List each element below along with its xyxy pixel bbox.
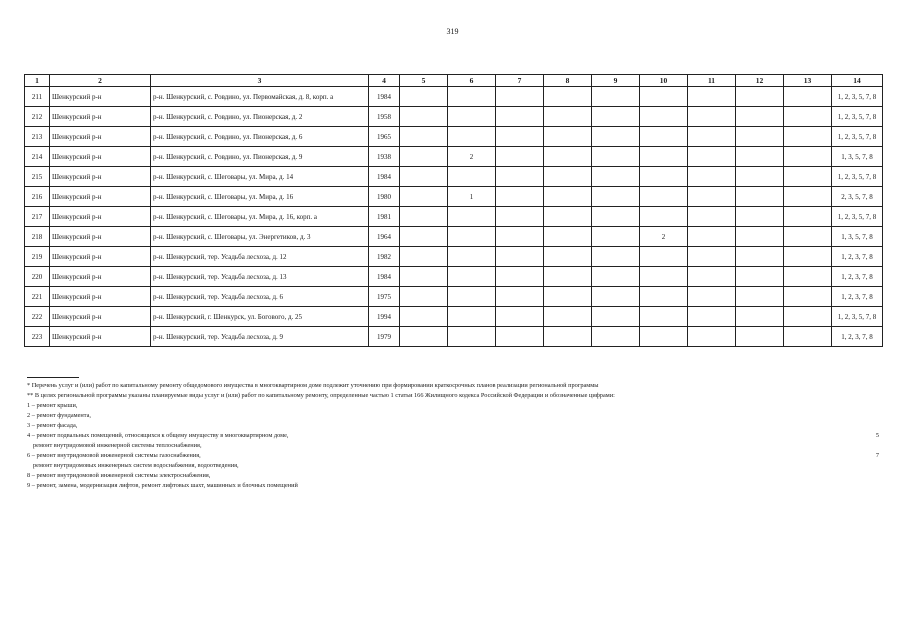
footnote-line — [27, 441, 881, 451]
cell-col-13 — [784, 327, 832, 347]
cell-district: Шенкурский р-н — [50, 327, 151, 347]
cell-address: р-н. Шенкурский, с. Шеговары, ул. Мира, д. 16 — [151, 187, 369, 207]
cell-row-number: 217 — [25, 207, 50, 227]
cell-col-13 — [784, 187, 832, 207]
cell-year-built: 1984 — [369, 167, 400, 187]
cell-district: Шенкурский р-н — [50, 187, 151, 207]
table-row — [25, 247, 883, 267]
cell-district: Шенкурский р-н — [50, 307, 151, 327]
footnote-text: 9 – ремонт, замена, модернизация лифтов, ремонт лифтовых шахт, машинных и блочных помещений — [27, 482, 298, 489]
footnote-line — [27, 431, 881, 441]
cell-col-11 — [688, 207, 736, 227]
column-header: 6 — [448, 75, 496, 87]
cell-col-9 — [592, 167, 640, 187]
cell-year-built: 1984 — [369, 87, 400, 107]
cell-col-13 — [784, 227, 832, 247]
cell-col-7 — [496, 267, 544, 287]
cell-col-11 — [688, 247, 736, 267]
footnote-line — [27, 421, 881, 431]
cell-year-built: 1982 — [369, 247, 400, 267]
cell-col-7 — [496, 327, 544, 347]
cell-col-10: 2 — [640, 227, 688, 247]
table-row — [25, 287, 883, 307]
cell-address: р-н. Шенкурский, г. Шенкурск, ул. Богового, д. 25 — [151, 307, 369, 327]
cell-col-11 — [688, 127, 736, 147]
cell-col-6: 1 — [448, 187, 496, 207]
cell-works-list: 1, 2, 3, 5, 7, 8 — [832, 167, 883, 187]
cell-year-built: 1938 — [369, 147, 400, 167]
cell-row-number: 220 — [25, 267, 50, 287]
cell-district: Шенкурский р-н — [50, 227, 151, 247]
footnote-text: 6 – ремонт внутридомовой инженерной системы газоснабжения, — [27, 452, 201, 459]
cell-col-5 — [400, 247, 448, 267]
cell-col-10 — [640, 147, 688, 167]
cell-district: Шенкурский р-н — [50, 287, 151, 307]
cell-col-10 — [640, 247, 688, 267]
cell-works-list: 1, 3, 5, 7, 8 — [832, 227, 883, 247]
cell-row-number: 213 — [25, 127, 50, 147]
cell-col-9 — [592, 87, 640, 107]
cell-col-8 — [544, 207, 592, 227]
column-header: 5 — [400, 75, 448, 87]
cell-row-number: 223 — [25, 327, 50, 347]
cell-col-9 — [592, 187, 640, 207]
table-row — [25, 167, 883, 187]
footnote-line — [27, 411, 881, 421]
cell-col-8 — [544, 187, 592, 207]
cell-col-9 — [592, 307, 640, 327]
cell-col-7 — [496, 107, 544, 127]
table-header-row — [25, 75, 883, 87]
footnote-divider — [27, 377, 79, 378]
cell-address: р-н. Шенкурский, с. Ровдино, ул. Первомайская, д. 8, корп. а — [151, 87, 369, 107]
cell-col-5 — [400, 147, 448, 167]
cell-col-8 — [544, 247, 592, 267]
cell-col-11 — [688, 227, 736, 247]
cell-col-10 — [640, 87, 688, 107]
cell-address: р-н. Шенкурский, с. Ровдино, ул. Пионерская, д. 9 — [151, 147, 369, 167]
footnote-text: ремонт внутридомовых инженерных систем водоснабжения, водоотведения, — [33, 462, 239, 469]
cell-row-number: 222 — [25, 307, 50, 327]
cell-col-10 — [640, 107, 688, 127]
cell-col-5 — [400, 87, 448, 107]
cell-row-number: 212 — [25, 107, 50, 127]
cell-col-7 — [496, 167, 544, 187]
column-header: 8 — [544, 75, 592, 87]
cell-col-8 — [544, 227, 592, 247]
footnotes — [27, 381, 881, 491]
cell-col-5 — [400, 227, 448, 247]
cell-col-12 — [736, 87, 784, 107]
cell-col-13 — [784, 307, 832, 327]
cell-col-12 — [736, 147, 784, 167]
table-row — [25, 187, 883, 207]
cell-col-13 — [784, 267, 832, 287]
cell-address: р-н. Шенкурский, с. Шеговары, ул. Энергетиков, д. 3 — [151, 227, 369, 247]
cell-col-9 — [592, 247, 640, 267]
cell-col-6 — [448, 167, 496, 187]
cell-col-6 — [448, 307, 496, 327]
cell-col-13 — [784, 127, 832, 147]
cell-col-8 — [544, 147, 592, 167]
cell-col-5 — [400, 327, 448, 347]
cell-col-12 — [736, 107, 784, 127]
cell-year-built: 1980 — [369, 187, 400, 207]
cell-row-number: 221 — [25, 287, 50, 307]
cell-col-8 — [544, 87, 592, 107]
cell-col-12 — [736, 207, 784, 227]
footnote-right-number: 7 — [875, 452, 879, 459]
cell-address: р-н. Шенкурский, с. Ровдино, ул. Пионерская, д. 2 — [151, 107, 369, 127]
cell-address: р-н. Шенкурский, тер. Усадьба лесхоза, д. 12 — [151, 247, 369, 267]
cell-col-10 — [640, 167, 688, 187]
cell-col-12 — [736, 327, 784, 347]
cell-col-7 — [496, 307, 544, 327]
cell-col-8 — [544, 327, 592, 347]
footnote-line — [27, 391, 881, 401]
cell-col-9 — [592, 287, 640, 307]
cell-col-11 — [688, 167, 736, 187]
cell-works-list: 1, 2, 3, 7, 8 — [832, 267, 883, 287]
cell-col-9 — [592, 267, 640, 287]
cell-col-12 — [736, 127, 784, 147]
column-header: 14 — [832, 75, 883, 87]
cell-col-12 — [736, 187, 784, 207]
footnote-line — [27, 471, 881, 481]
cell-col-9 — [592, 127, 640, 147]
cell-year-built: 1975 — [369, 287, 400, 307]
cell-col-10 — [640, 127, 688, 147]
column-header: 1 — [25, 75, 50, 87]
cell-address: р-н. Шенкурский, тер. Усадьба лесхоза, д. 13 — [151, 267, 369, 287]
cell-col-6 — [448, 87, 496, 107]
cell-col-8 — [544, 307, 592, 327]
cell-col-5 — [400, 287, 448, 307]
cell-col-6: 2 — [448, 147, 496, 167]
cell-col-9 — [592, 207, 640, 227]
cell-col-8 — [544, 107, 592, 127]
cell-col-5 — [400, 127, 448, 147]
cell-year-built: 1979 — [369, 327, 400, 347]
column-header: 3 — [151, 75, 369, 87]
cell-col-10 — [640, 327, 688, 347]
column-header: 13 — [784, 75, 832, 87]
cell-col-9 — [592, 107, 640, 127]
footnote-text: 2 – ремонт фундамента, — [27, 412, 92, 419]
cell-col-12 — [736, 287, 784, 307]
cell-col-7 — [496, 207, 544, 227]
cell-col-13 — [784, 147, 832, 167]
cell-col-8 — [544, 127, 592, 147]
cell-col-11 — [688, 327, 736, 347]
column-header: 9 — [592, 75, 640, 87]
cell-address: р-н. Шенкурский, тер. Усадьба лесхоза, д. 9 — [151, 327, 369, 347]
footnote-text: ремонт внутридомовой инженерной системы теплоснабжения, — [33, 442, 202, 449]
cell-works-list: 1, 2, 3, 7, 8 — [832, 287, 883, 307]
cell-col-7 — [496, 287, 544, 307]
cell-col-6 — [448, 107, 496, 127]
cell-row-number: 216 — [25, 187, 50, 207]
cell-col-12 — [736, 247, 784, 267]
table-row — [25, 107, 883, 127]
housing-register-table — [24, 74, 883, 347]
cell-col-11 — [688, 107, 736, 127]
column-header: 7 — [496, 75, 544, 87]
cell-col-6 — [448, 127, 496, 147]
cell-district: Шенкурский р-н — [50, 167, 151, 187]
cell-district: Шенкурский р-н — [50, 127, 151, 147]
cell-year-built: 1994 — [369, 307, 400, 327]
footnote-line — [27, 401, 881, 411]
cell-address: р-н. Шенкурский, с. Шеговары, ул. Мира, д. 16, корп. а — [151, 207, 369, 227]
cell-col-11 — [688, 307, 736, 327]
footnote-text: 3 – ремонт фасада, — [27, 422, 78, 429]
cell-col-10 — [640, 307, 688, 327]
footnote-text: ** В целях региональной программы указаны планируемые виды услуг и (или) работ по капитальному ремонту, определенные частью 1 статьи 166 Жилищного кодекса Российской Федерации и обозначенные цифрами: — [27, 392, 615, 399]
cell-address: р-н. Шенкурский, тер. Усадьба лесхоза, д. 6 — [151, 287, 369, 307]
cell-col-9 — [592, 327, 640, 347]
cell-col-10 — [640, 287, 688, 307]
column-header: 12 — [736, 75, 784, 87]
cell-works-list: 1, 2, 3, 7, 8 — [832, 247, 883, 267]
cell-col-6 — [448, 247, 496, 267]
cell-district: Шенкурский р-н — [50, 87, 151, 107]
table-row — [25, 227, 883, 247]
cell-district: Шенкурский р-н — [50, 267, 151, 287]
cell-col-11 — [688, 187, 736, 207]
cell-col-6 — [448, 227, 496, 247]
cell-col-9 — [592, 227, 640, 247]
cell-year-built: 1964 — [369, 227, 400, 247]
cell-col-7 — [496, 147, 544, 167]
cell-col-13 — [784, 207, 832, 227]
cell-col-13 — [784, 107, 832, 127]
cell-col-10 — [640, 187, 688, 207]
footnote-text: * Перечень услуг и (или) работ по капитальному ремонту общедомового имущества в многоквартирном доме подлежит уточнению при формировании краткосрочных планов реализации региональной программы — [27, 382, 599, 389]
cell-col-7 — [496, 127, 544, 147]
cell-works-list: 1, 2, 3, 5, 7, 8 — [832, 307, 883, 327]
table-row — [25, 127, 883, 147]
cell-col-12 — [736, 307, 784, 327]
cell-col-10 — [640, 207, 688, 227]
cell-district: Шенкурский р-н — [50, 207, 151, 227]
cell-col-13 — [784, 247, 832, 267]
cell-col-11 — [688, 287, 736, 307]
cell-row-number: 211 — [25, 87, 50, 107]
cell-col-11 — [688, 87, 736, 107]
cell-year-built: 1958 — [369, 107, 400, 127]
page-number: 319 — [446, 27, 459, 36]
cell-col-6 — [448, 287, 496, 307]
cell-col-6 — [448, 207, 496, 227]
footnote-right-number: 5 — [875, 432, 879, 439]
cell-col-7 — [496, 247, 544, 267]
table-row — [25, 327, 883, 347]
table-row — [25, 267, 883, 287]
cell-works-list: 1, 2, 3, 7, 8 — [832, 327, 883, 347]
cell-col-10 — [640, 267, 688, 287]
column-header: 2 — [50, 75, 151, 87]
cell-col-5 — [400, 187, 448, 207]
cell-row-number: 218 — [25, 227, 50, 247]
cell-col-5 — [400, 307, 448, 327]
column-header: 4 — [369, 75, 400, 87]
cell-works-list: 1, 2, 3, 5, 7, 8 — [832, 207, 883, 227]
column-header: 11 — [688, 75, 736, 87]
cell-col-7 — [496, 227, 544, 247]
footnote-line — [27, 381, 881, 391]
cell-col-13 — [784, 287, 832, 307]
cell-year-built: 1984 — [369, 267, 400, 287]
cell-col-13 — [784, 167, 832, 187]
cell-col-6 — [448, 327, 496, 347]
footnote-line — [27, 451, 881, 461]
footnote-text: 4 – ремонт подвальных помещений, относящихся к общему имуществу в многоквартирном доме, — [27, 432, 289, 439]
cell-col-7 — [496, 187, 544, 207]
cell-district: Шенкурский р-н — [50, 107, 151, 127]
cell-row-number: 214 — [25, 147, 50, 167]
footnote-text: 1 – ремонт крыши, — [27, 402, 78, 409]
cell-col-13 — [784, 87, 832, 107]
cell-address: р-н. Шенкурский, с. Ровдино, ул. Пионерская, д. 6 — [151, 127, 369, 147]
column-header: 10 — [640, 75, 688, 87]
cell-col-5 — [400, 267, 448, 287]
cell-address: р-н. Шенкурский, с. Шеговары, ул. Мира, д. 14 — [151, 167, 369, 187]
table-row — [25, 87, 883, 107]
table-row — [25, 207, 883, 227]
cell-col-12 — [736, 167, 784, 187]
cell-col-11 — [688, 267, 736, 287]
cell-col-12 — [736, 267, 784, 287]
cell-col-7 — [496, 87, 544, 107]
cell-works-list: 1, 2, 3, 5, 7, 8 — [832, 107, 883, 127]
cell-col-5 — [400, 167, 448, 187]
footnote-text: 8 – ремонт внутридомовой инженерной системы электроснабжения, — [27, 472, 211, 479]
cell-col-9 — [592, 147, 640, 167]
cell-col-5 — [400, 207, 448, 227]
cell-district: Шенкурский р-н — [50, 147, 151, 167]
cell-works-list: 2, 3, 5, 7, 8 — [832, 187, 883, 207]
cell-year-built: 1981 — [369, 207, 400, 227]
cell-col-12 — [736, 227, 784, 247]
cell-row-number: 219 — [25, 247, 50, 267]
footnote-line — [27, 461, 881, 471]
cell-col-8 — [544, 167, 592, 187]
table-row — [25, 147, 883, 167]
cell-year-built: 1965 — [369, 127, 400, 147]
cell-col-5 — [400, 107, 448, 127]
table-row — [25, 307, 883, 327]
cell-col-11 — [688, 147, 736, 167]
cell-col-8 — [544, 267, 592, 287]
cell-works-list: 1, 2, 3, 5, 7, 8 — [832, 127, 883, 147]
footnote-line — [27, 481, 881, 491]
cell-row-number: 215 — [25, 167, 50, 187]
cell-col-8 — [544, 287, 592, 307]
cell-district: Шенкурский р-н — [50, 247, 151, 267]
cell-works-list: 1, 2, 3, 5, 7, 8 — [832, 87, 883, 107]
cell-works-list: 1, 3, 5, 7, 8 — [832, 147, 883, 167]
cell-col-6 — [448, 267, 496, 287]
